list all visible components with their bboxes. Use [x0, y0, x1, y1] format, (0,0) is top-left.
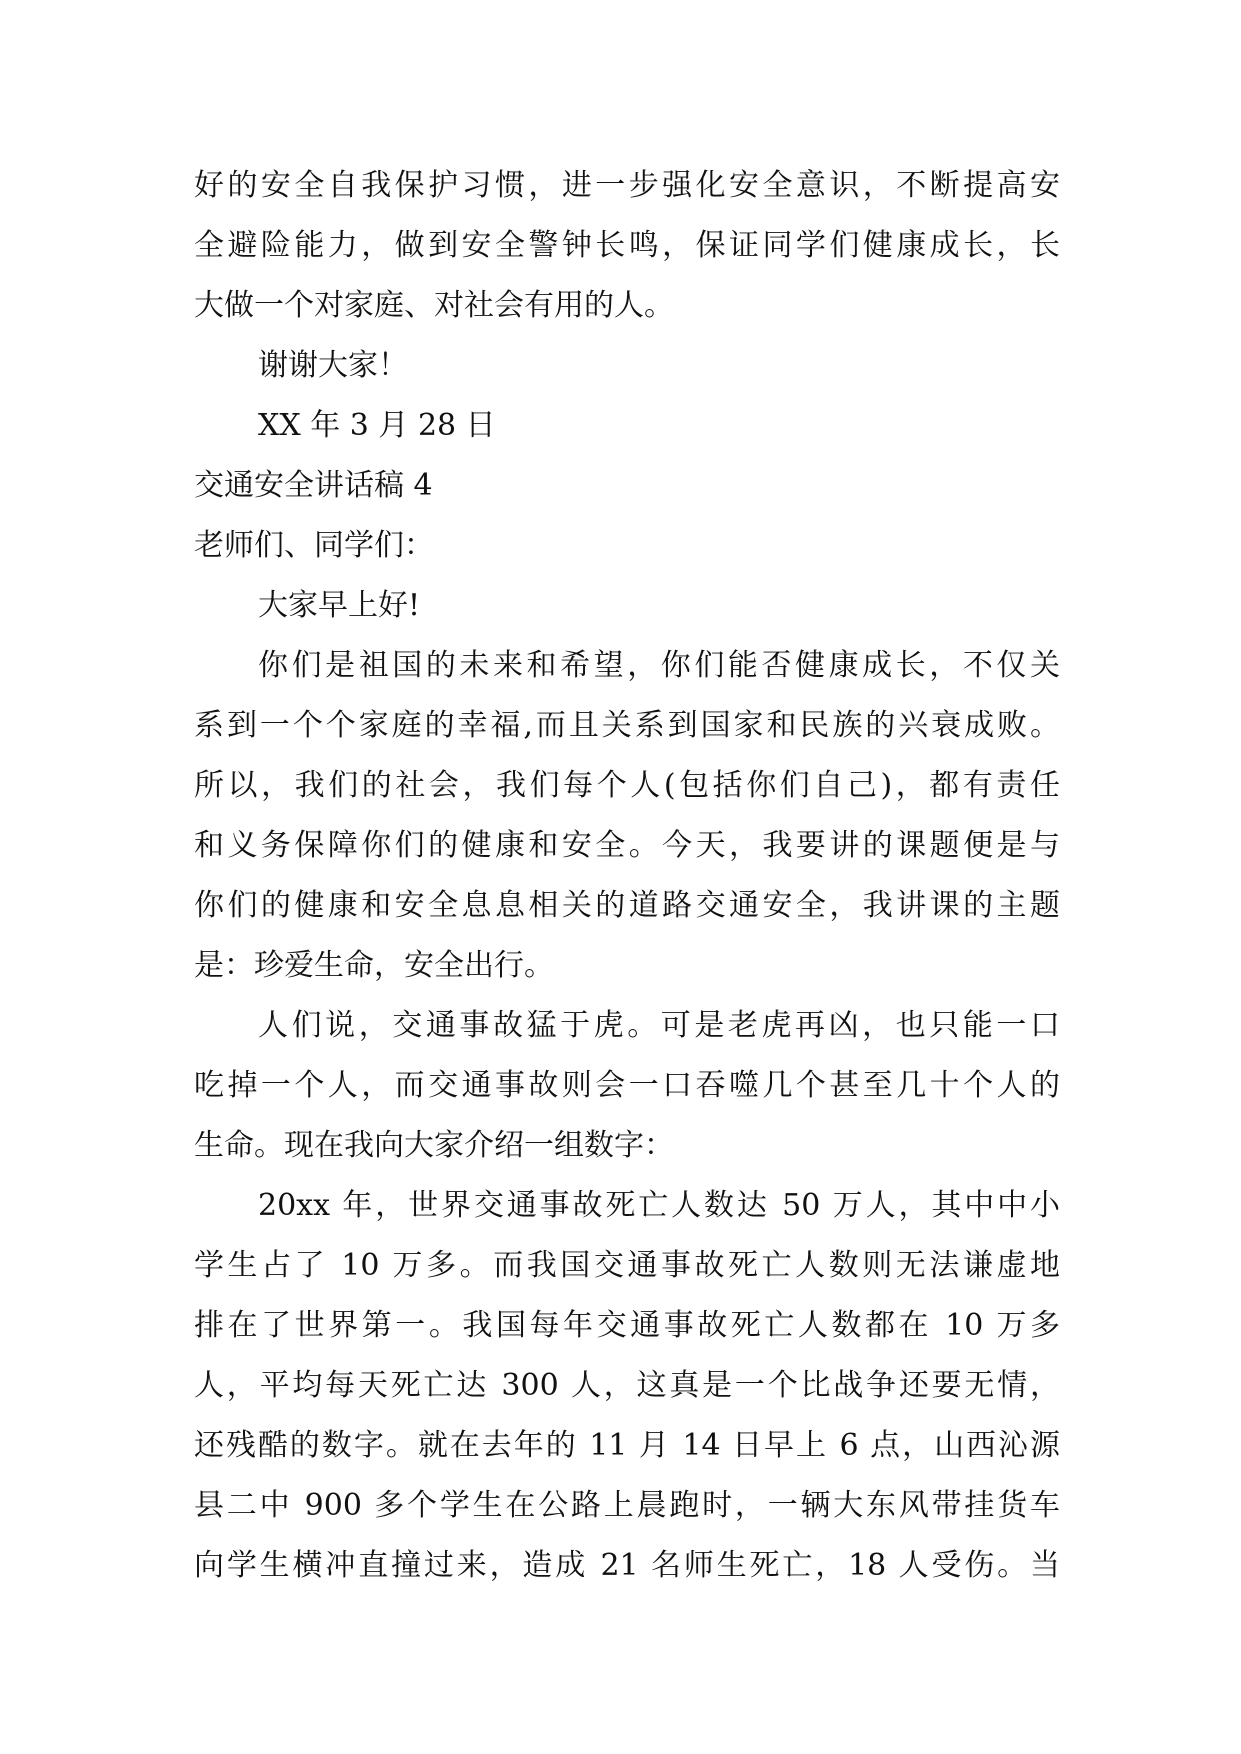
text-line: 学生占了 10 万多。而我国交通事故死亡人数则无法谦虚地: [194, 1248, 1060, 1283]
text-line: 交通安全讲话稿 4: [194, 468, 433, 503]
text-line: 你们的健康和安全息息相关的道路交通安全，我讲课的主题: [194, 888, 1060, 923]
text-line: 所以，我们的社会，我们每个人(包括你们自己)，都有责任: [194, 768, 1060, 803]
text-line: 全避险能力，做到安全警钟长鸣，保证同学们健康成长，长: [194, 228, 1060, 263]
text-line: 你们是祖国的未来和希望，你们能否健康成长，不仅关: [258, 648, 1060, 683]
text-line: 大家早上好!: [258, 588, 421, 623]
text-line: 和义务保障你们的健康和安全。今天，我要讲的课题便是与: [194, 828, 1060, 863]
text-line: 还残酷的数字。就在去年的 11 月 14 日早上 6 点，山西沁源: [194, 1428, 1060, 1463]
text-line: 好的安全自我保护习惯，进一步强化安全意识，不断提高安: [194, 168, 1060, 203]
text-line: 20xx 年，世界交通事故死亡人数达 50 万人，其中中小: [258, 1188, 1060, 1223]
text-line: 排在了世界第一。我国每年交通事故死亡人数都在 10 万多: [194, 1308, 1060, 1343]
text-line: 生命。现在我向大家介绍一组数字：: [194, 1128, 674, 1163]
document-page: [194, 156, 1060, 1596]
text-line: 向学生横冲直撞过来，造成 21 名师生死亡，18 人受伤。当: [194, 1548, 1060, 1583]
text-line: 县二中 900 多个学生在公路上晨跑时，一辆大东风带挂货车: [194, 1488, 1060, 1523]
text-line: 系到一个个家庭的幸福,而且关系到国家和民族的兴衰成败。: [194, 708, 1060, 743]
text-line: 人们说，交通事故猛于虎。可是老虎再凶，也只能一口: [258, 1008, 1060, 1043]
text-line: 谢谢大家！: [258, 348, 408, 383]
text-line: 老师们、同学们：: [194, 528, 434, 563]
text-line: XX 年 3 月 28 日: [258, 408, 496, 443]
text-line: 吃掉一个人，而交通事故则会一口吞噬几个甚至几十个人的: [194, 1068, 1060, 1103]
text-line: 人，平均每天死亡达 300 人，这真是一个比战争还要无情，: [194, 1368, 1060, 1403]
text-line: 大做一个对家庭、对社会有用的人。: [194, 288, 674, 323]
text-line: 是：珍爱生命，安全出行。: [194, 948, 554, 983]
